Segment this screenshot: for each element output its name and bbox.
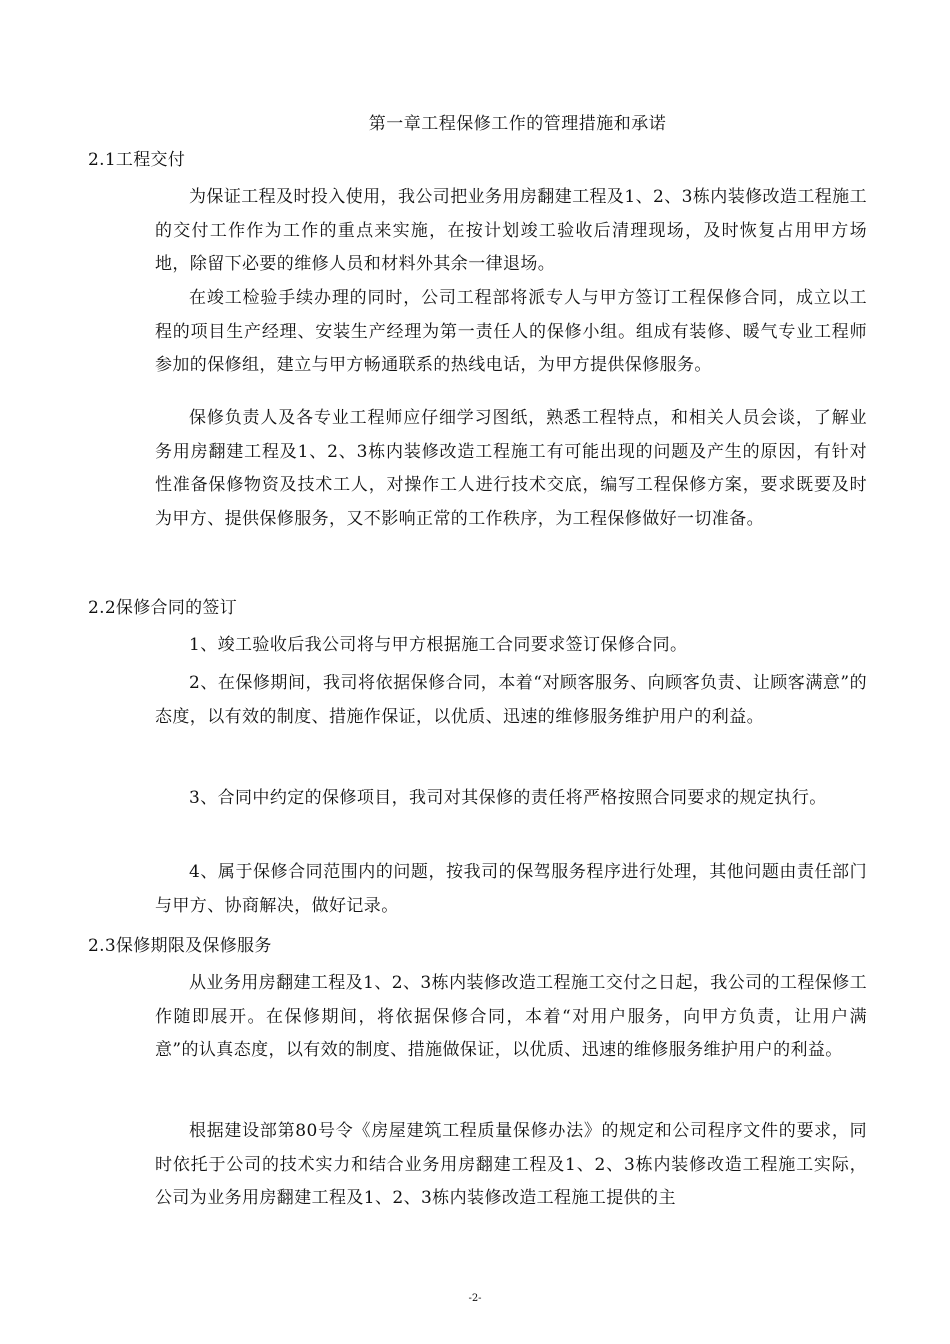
section-heading-2-3: 2.3保修期限及保修服务: [88, 936, 272, 956]
section-heading-2-2: 2.2保修合同的签订: [88, 598, 238, 618]
section-heading-2-1: 2.1工程交付: [88, 150, 186, 170]
paragraph: 为保证工程及时投入使用，我公司把业务用房翻建工程及1、2、3栋内装修改造工程施工的交付工作作为工作的重点来实施，在按计划竣工验收后清理现场，及时恢复占用甲方场地，除留下必要的维修人员和材料外其余一律退场。: [155, 187, 867, 274]
paragraph: 4、属于保修合同范围内的问题，按我司的保驾服务程序进行处理，其他问题由责任部门与甲方、协商解决，做好记录。: [155, 862, 867, 916]
paragraph: 保修负责人及各专业工程师应仔细学习图纸，熟悉工程特点，和相关人员会谈，了解业务用房翻建工程及1、2、3栋内装修改造工程施工有可能出现的问题及产生的原因，有针对性准备保修物资及技术工人，对操作工人进行技术交底，编写工程保修方案，要求既要及时为甲方、提供保修服务，又不影响正常的工作秩序，为工程保修做好一切准备。: [155, 408, 867, 529]
paragraph: 1、竣工验收后我公司将与甲方根据施工合同要求签订保修合同。: [189, 635, 688, 655]
page-number: -2-: [468, 1293, 482, 1304]
paragraph: 2、在保修期间，我司将依据保修合同，本着“对顾客服务、向顾客负责、让顾客满意”的态度，以有效的制度、措施作保证，以优质、迅速的维修服务维护用户的利益。: [155, 673, 867, 727]
paragraph: 3、合同中约定的保修项目，我司对其保修的责任将严格按照合同要求的规定执行。: [189, 788, 827, 808]
paragraph: 在竣工检验手续办理的同时，公司工程部将派专人与甲方签订工程保修合同，成立以工程的项目生产经理、安装生产经理为第一责任人的保修小组。组成有装修、暖气专业工程师参加的保修组，建立与甲方畅通联系的热线电话，为甲方提供保修服务。: [155, 288, 867, 375]
paragraph: 根据建设部第80号令《房屋建筑工程质量保修办法》的规定和公司程序文件的要求，同时依托于公司的技术实力和结合业务用房翻建工程及1、2、3栋内装修改造工程施工实际，公司为业务用房翻建工程及1、2、3栋内装修改造工程施工提供的主: [155, 1121, 867, 1208]
paragraph: 从业务用房翻建工程及1、2、3栋内装修改造工程施工交付之日起，我公司的工程保修工作随即展开。在保修期间，将依据保修合同，本着“对用户服务，向甲方负责，让用户满意”的认真态度，以有效的制度、措施做保证，以优质、迅速的维修服务维护用户的利益。: [155, 973, 867, 1060]
page-title: 第一章工程保修工作的管理措施和承诺: [368, 114, 667, 134]
